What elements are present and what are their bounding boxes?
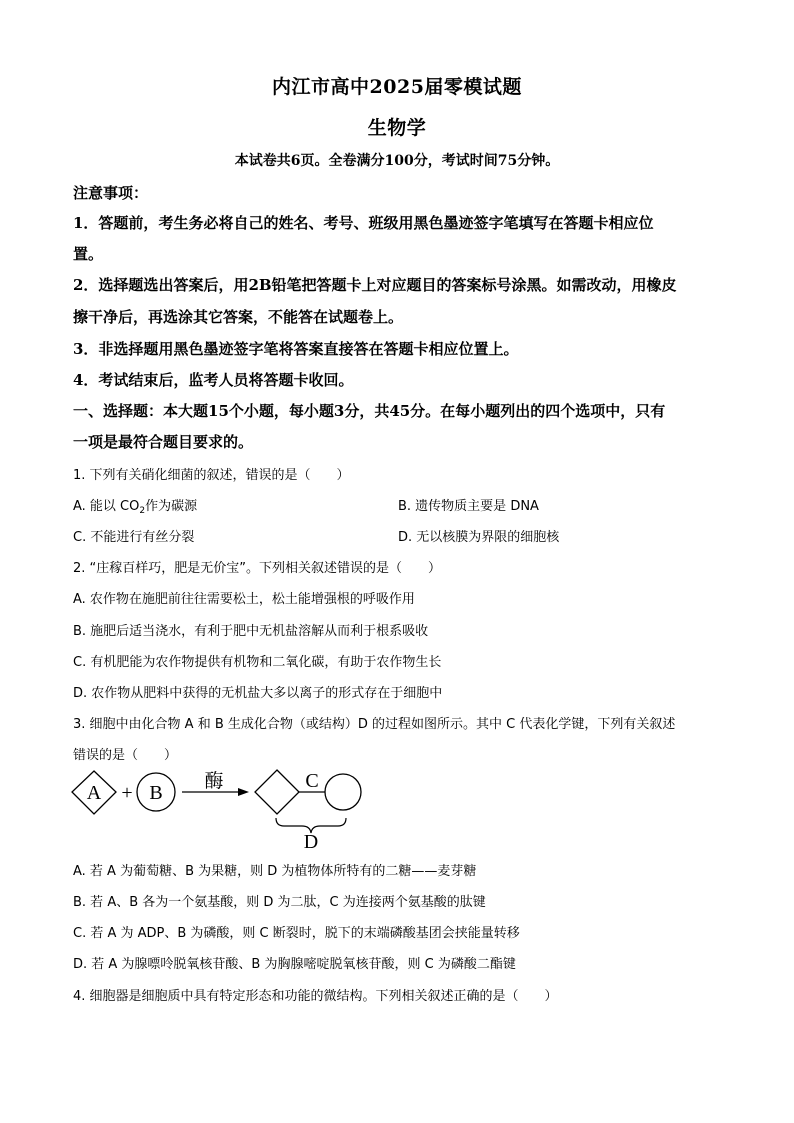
note-3: 3．非选择题用黑色墨迹签字笔将答案直接答在答题卡相应位置上。 <box>73 340 519 358</box>
subject-title: 生物学 <box>367 117 427 139</box>
diagram-label-d: D <box>303 831 319 853</box>
q1-option-d: D. 无以核膜为界限的细胞核 <box>398 530 560 545</box>
q4-stem: 4. 细胞器是细胞质中具有特定形态和功能的微结构。下列相关叙述正确的是（ ） <box>73 989 558 1004</box>
section-1-line-1: 一、选择题：本大题15个小题，每小题3分，共45分。在每小题列出的四个选项中，只有 <box>73 402 666 420</box>
q3-stem-line-1: 3. 细胞中由化合物 A 和 B 生成化合物（或结构）D 的过程如图所示。其中 C 代表化学键，下列有关叙述 <box>73 717 676 732</box>
q1-option-a-text: A. 能以 CO <box>73 499 140 514</box>
diagram-label-a: A <box>86 782 102 804</box>
reaction-arrowhead <box>238 788 249 796</box>
diagram-label-b: B <box>149 782 163 804</box>
note-1-line-2: 置。 <box>73 245 104 263</box>
q1-option-c: C. 不能进行有丝分裂 <box>73 530 195 545</box>
q3-option-d: D. 若 A 为腺嘌呤脱氧核苷酸、B 为胸腺嘧啶脱氧核苷酸，则 C 为磷酸二酯键 <box>73 957 516 972</box>
q3-stem-line-2: 错误的是（ ） <box>73 748 178 763</box>
product-diamond-shape <box>255 770 299 814</box>
product-circle-shape <box>325 774 361 810</box>
section-1-line-2: 一项是最符合题目要求的。 <box>73 433 254 451</box>
q2-option-a: A. 农作物在施肥前往往需要松土，松土能增强根的呼吸作用 <box>73 592 415 607</box>
diagram-plus: + <box>121 782 133 804</box>
note-2-line-1: 2．选择题选出答案后，用2B铅笔把答题卡上对应题目的答案标号涂黑。如需改动，用橡皮 <box>73 276 677 294</box>
q1-option-b: B. 遗传物质主要是 DNA <box>398 499 539 514</box>
notes-heading: 注意事项： <box>73 184 149 202</box>
q2-option-d: D. 农作物从肥料中获得的无机盐大多以离子的形式存在于细胞中 <box>73 686 443 701</box>
q1-option-a-rest: 作为碳源 <box>145 499 198 514</box>
note-4: 4．考试结束后，监考人员将答题卡收回。 <box>73 371 354 389</box>
q2-option-c: C. 有机肥能为农作物提供有机物和二氧化碳，有助于农作物生长 <box>73 655 442 670</box>
q3-option-b: B. 若 A、B 各为一个氨基酸，则 D 为二肽，C 为连接两个氨基酸的肽键 <box>73 895 486 910</box>
exam-info: 本试卷共6页。全卷满分100分，考试时间75分钟。 <box>234 153 560 169</box>
q3-option-c: C. 若 A 为 ADP、B 为磷酸，则 C 断裂时，脱下的末端磷酸基团会挟能量转移 <box>73 926 520 941</box>
diagram-label-c: C <box>305 770 319 792</box>
q3-option-a: A. 若 A 为葡萄糖、B 为果糖，则 D 为植物体所特有的二糖——麦芽糖 <box>73 864 477 879</box>
q1-stem: 1. 下列有关硝化细菌的叙述，错误的是（ ） <box>73 468 350 483</box>
diagram-enzyme-label: 酶 <box>204 770 224 792</box>
q1-option-a-subscript: 2 <box>139 506 146 516</box>
note-1-line-1: 1．答题前，考生务必将自己的姓名、考号、班级用黑色墨迹签字笔填写在答题卡相应位 <box>73 214 654 232</box>
note-2-line-2: 擦干净后，再选涂其它答案，不能答在试题卷上。 <box>73 308 404 326</box>
q2-option-b: B. 施肥后适当浇水，有利于肥中无机盐溶解从而利于根系吸收 <box>73 624 429 639</box>
exam-title: 内江市高中2025届零模试题 <box>272 76 522 98</box>
q2-stem: 2. “庄稼百样巧，肥是无价宝”。下列相关叙述错误的是（ ） <box>73 561 442 576</box>
